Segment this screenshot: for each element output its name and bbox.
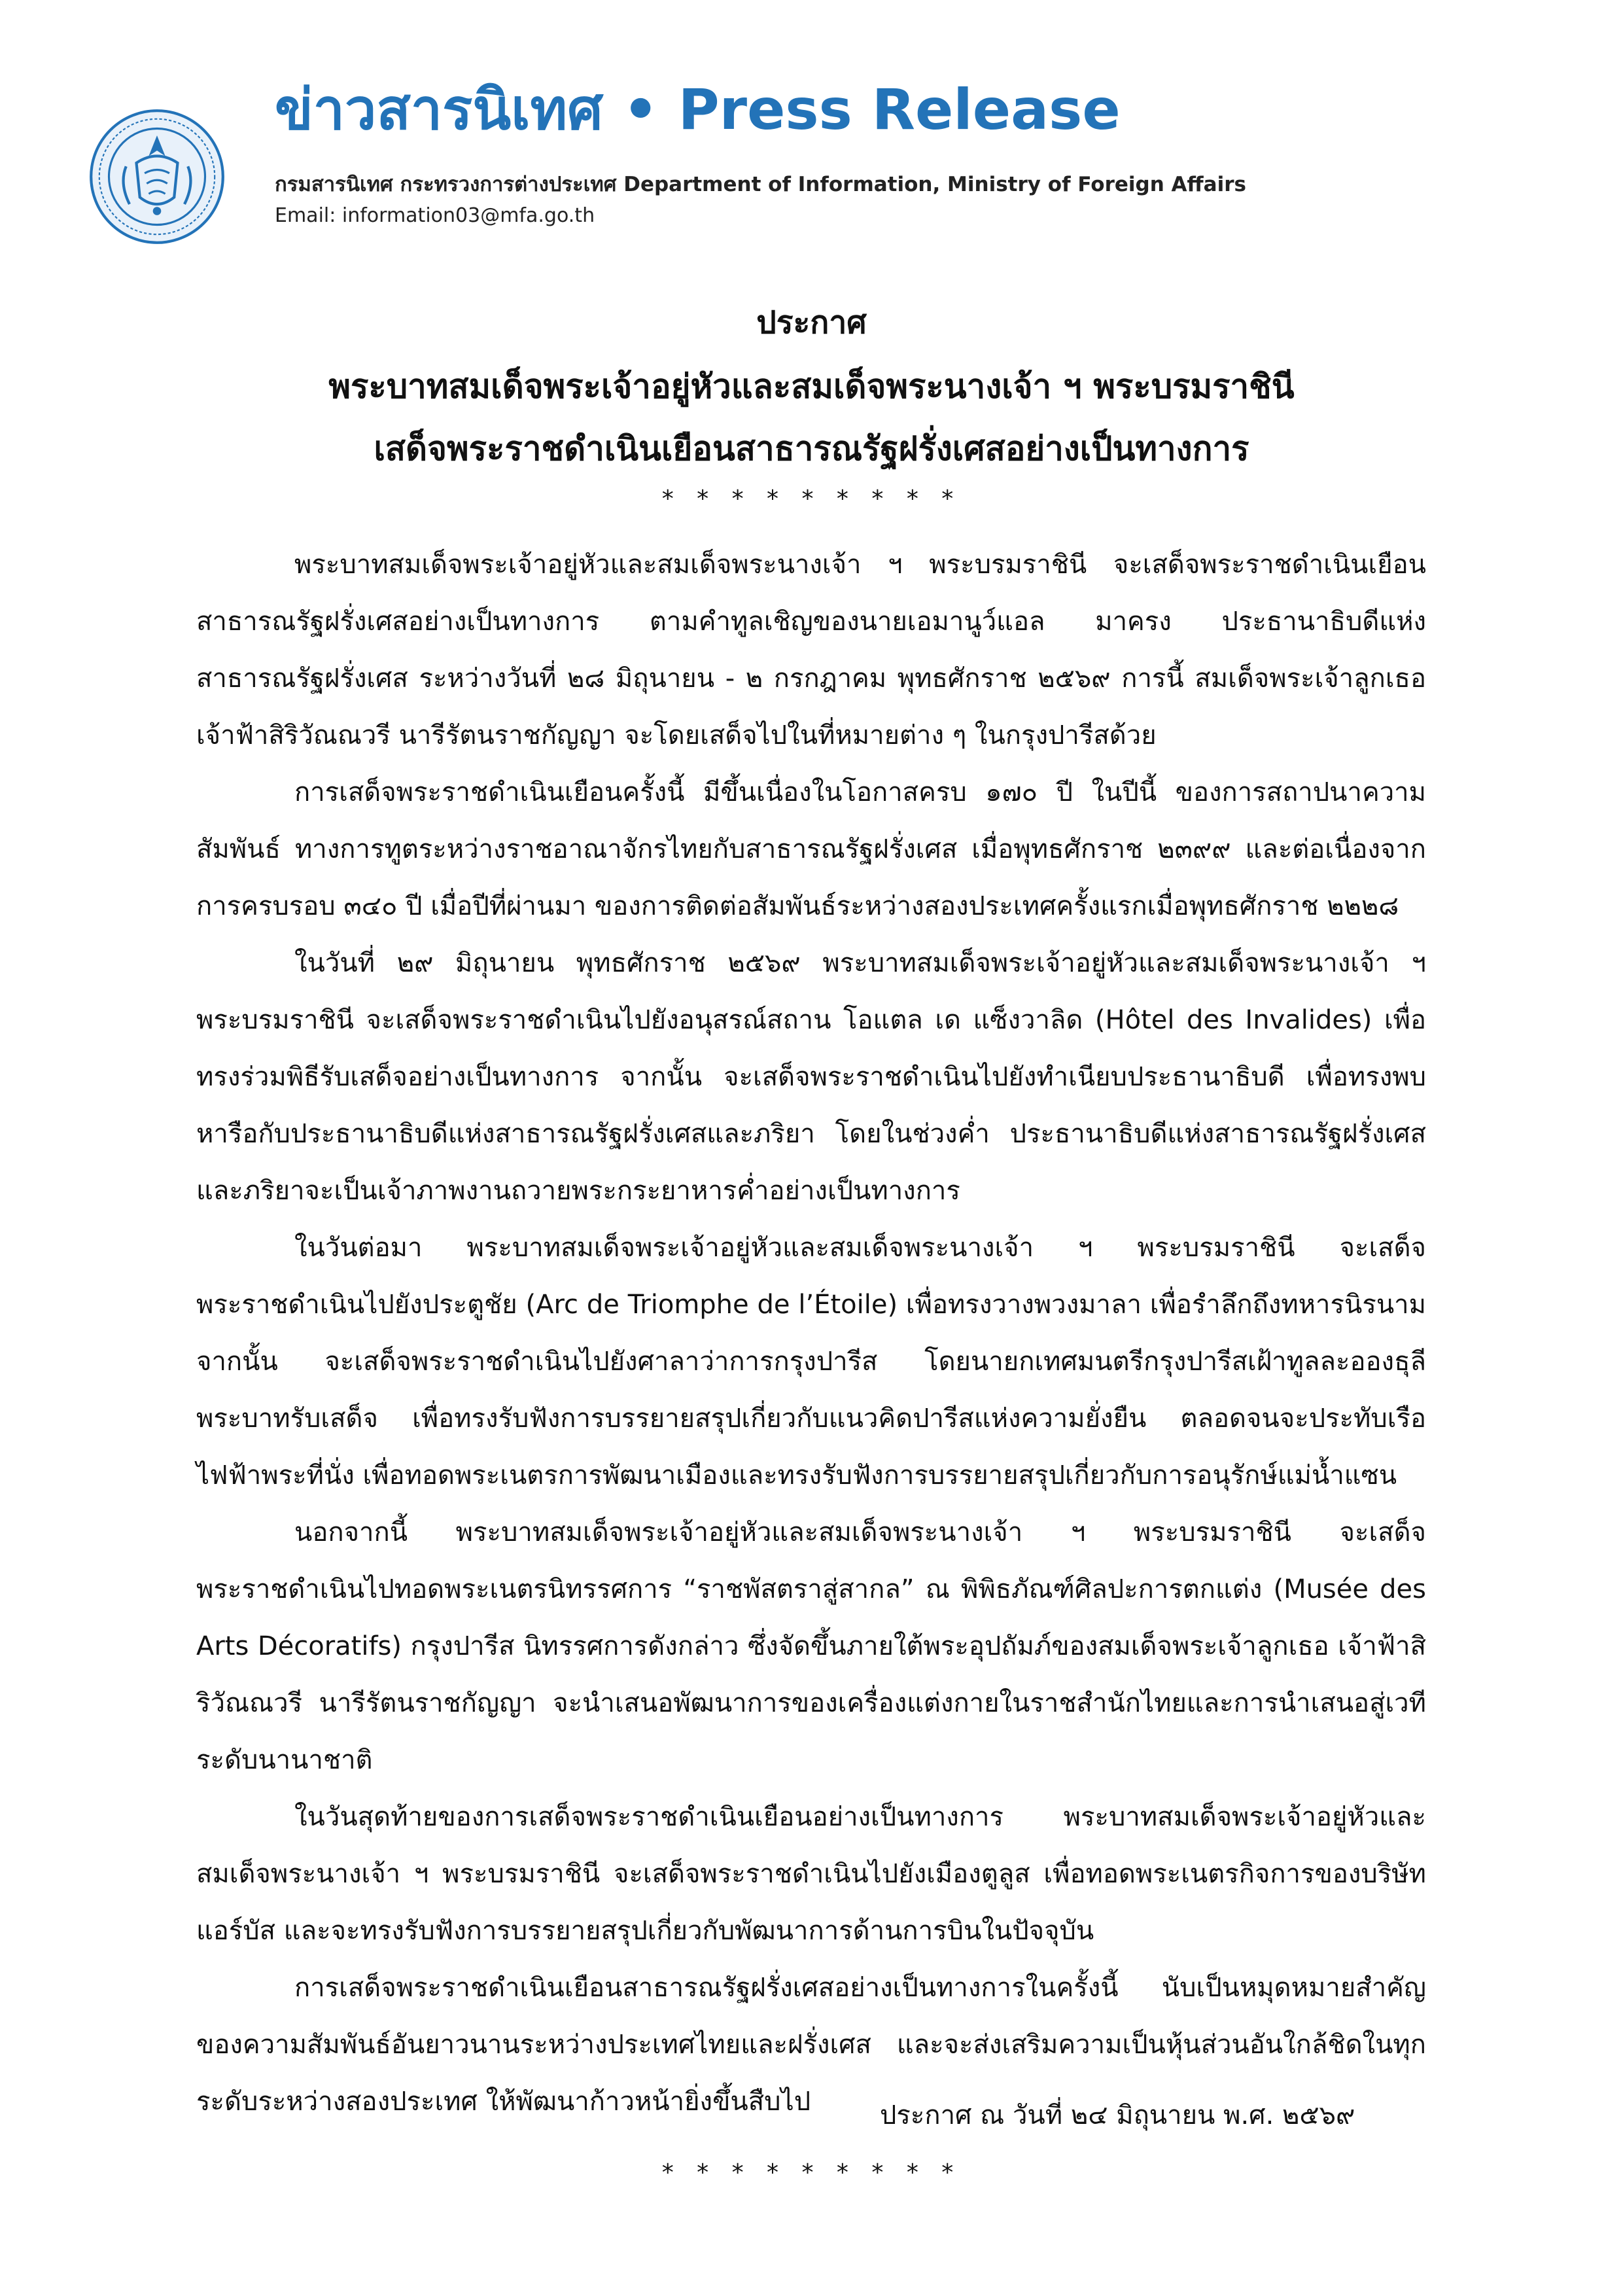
announcement-body (196, 537, 1426, 2130)
body-paragraph: นอกจากนี้ พระบาทสมเด็จพระเจ้าอยู่หัวและสมเด็จพระนางเจ้า ฯ พระบรมราชินี จะเสด็จพระราชดำเนินไปทอดพระเนตรนิทรรศการ “ราชพัสตราสู่สากล” ณ พิพิธภัณฑ์ศิลปะการตกแต่ง (Musée des Arts Décoratifs) กรุงปารีส นิทรรศการดังกล่าว ซึ่งจัดขึ้นภายใต้พระอุปถัมภ์ของสมเด็จพระเจ้าลูกเธอ เจ้าฟ้าสิริวัณณวรี นารีรัตนราชกัญญา จะนำเสนอพัฒนาการของเครื่องแต่งกายในราชสำนักไทยและการนำเสนอสู่เวทีระดับนานาชาติ (196, 1517, 1426, 1775)
body-paragraph: การเสด็จพระราชดำเนินเยือนสาธารณรัฐฝรั่งเศสอย่างเป็นทางการในครั้งนี้ นับเป็นหมุดหมายสำคัญของความสัมพันธ์อันยาวนานระหว่างประเทศไทยและฝรั่งเศส และจะส่งเสริมความเป็นหุ้นส่วนอันใกล้ชิดในทุกระดับระหว่างสองประเทศ ให้พัฒนาก้าวหน้ายิ่งขึ้นสืบไป (196, 1973, 1426, 2117)
body-paragraph: ในวันต่อมา พระบาทสมเด็จพระเจ้าอยู่หัวและสมเด็จพระนางเจ้า ฯ พระบรมราชินี จะเสด็จพระราชดำเนินไปยังประตูชัย (Arc de Triomphe de l’Étoile) เพื่อทรงวางพวงมาลา เพื่อรำลึกถึงทหารนิรนาม จากนั้น จะเสด็จพระราชดำเนินไปยังศาลาว่าการกรุงปารีส โดยนายกเทศมนตรีกรุงปารีสเฝ้าทูลละอองธุลีพระบาทรับเสด็จ เพื่อทรงรับฟังการบรรยายสรุปเกี่ยวกับแนวคิดปารีสแห่งความยั่งยืน ตลอดจนจะประทับเรือไฟฟ้าพระที่นั่ง เพื่อทอดพระเนตรการพัฒนาเมืองและทรงรับฟังการบรรยายสรุปเกี่ยวกับการอนุรักษ์แม่น้ำแซน (196, 1233, 1426, 1491)
body-paragraph: พระบาทสมเด็จพระเจ้าอยู่หัวและสมเด็จพระนางเจ้า ฯ พระบรมราชินี จะเสด็จพระราชดำเนินเยือนสาธารณรัฐฝรั่งเศสอย่างเป็นทางการ ตามคำทูลเชิญของนายเอมานูว์แอล มาครง ประธานาธิบดีแห่งสาธารณรัฐฝรั่งเศส ระหว่างวันที่ ๒๘ มิถุนายน - ๒ กรกฎาคม พุทธศักราช ๒๕๖๙ การนี้ สมเด็จพระเจ้าลูกเธอ เจ้าฟ้าสิริวัณณวรี นารีรัตนราชกัญญา จะโดยเสด็จไปในที่หมายต่าง ๆ ในกรุงปารีสด้วย (196, 550, 1426, 751)
ministry-seal-icon (88, 108, 226, 245)
department-subtitle: กรมสารนิเทศ กระทรวงการต่างประเทศ Department of Information, Ministry of Foreign Affairs (275, 173, 1246, 196)
announcement-title-line2: เสด็จพระราชดำเนินเยือนสาธารณรัฐฝรั่งเศสอย่างเป็นทางการ (374, 430, 1249, 468)
announcement-date: ประกาศ ณ วันที่ ๒๔ มิถุนายน พ.ศ. ๒๕๖๙ (880, 2100, 1355, 2130)
press-release-title: ข่าวสารนิเทศ • Press Release (275, 77, 1121, 143)
body-paragraph: ในวันที่ ๒๙ มิถุนายน พุทธศักราช ๒๕๖๙ พระบาทสมเด็จพระเจ้าอยู่หัวและสมเด็จพระนางเจ้า ฯ พระบรมราชินี จะเสด็จพระราชดำเนินไปยังอนุสรณ์สถาน โอแตล เด แซ็งวาลิด (Hôtel des Invalides) เพื่อทรงร่วมพิธีรับเสด็จอย่างเป็นทางการ จากนั้น จะเสด็จพระราชดำเนินไปยังทำเนียบประธานาธิบดี เพื่อทรงพบหารือกับประธานาธิบดีแห่งสาธารณรัฐฝรั่งเศสและภริยา โดยในช่วงค่ำ ประธานาธิบดีแห่งสาธารณรัฐฝรั่งเศสและภริยาจะเป็นเจ้าภาพงานถวายพระกระยาหารค่ำอย่างเป็นทางการ (196, 948, 1426, 1206)
announcement-label: ประกาศ (756, 304, 867, 341)
contact-email: Email: information03@mfa.go.th (275, 204, 595, 227)
body-paragraph: ในวันสุดท้ายของการเสด็จพระราชดำเนินเยือนอย่างเป็นทางการ พระบาทสมเด็จพระเจ้าอยู่หัวและสมเด็จพระนางเจ้า ฯ พระบรมราชินี จะเสด็จพระราชดำเนินไปยังเมืองตูลูส เพื่อทอดพระเนตรกิจการของบริษัทแอร์บัส และจะทรงรับฟังการบรรยายสรุปเกี่ยวกับพัฒนาการด้านการบินในปัจจุบัน (196, 1802, 1426, 1946)
body-paragraph: การเสด็จพระราชดำเนินเยือนครั้งนี้ มีขึ้นเนื่องในโอกาสครบ ๑๗๐ ปี ในปีนี้ ของการสถาปนาความสัมพันธ์ ทางการทูตระหว่างราชอาณาจักรไทยกับสาธารณรัฐฝรั่งเศส เมื่อพุทธศักราช ๒๓๙๙ และต่อเนื่องจากการครบรอบ ๓๔๐ ปี เมื่อปีที่ผ่านมา ของการติดต่อสัมพันธ์ระหว่างสองประเทศครั้งแรกเมื่อพุทธศักราช ๒๒๒๘ (196, 777, 1426, 921)
separator-bottom: * * * * * * * * * (661, 2159, 962, 2186)
separator-top: * * * * * * * * * (661, 486, 962, 512)
announcement-title-line1: พระบาทสมเด็จพระเจ้าอยู่หัวและสมเด็จพระนางเจ้า ฯ พระบรมราชินี (328, 368, 1295, 406)
